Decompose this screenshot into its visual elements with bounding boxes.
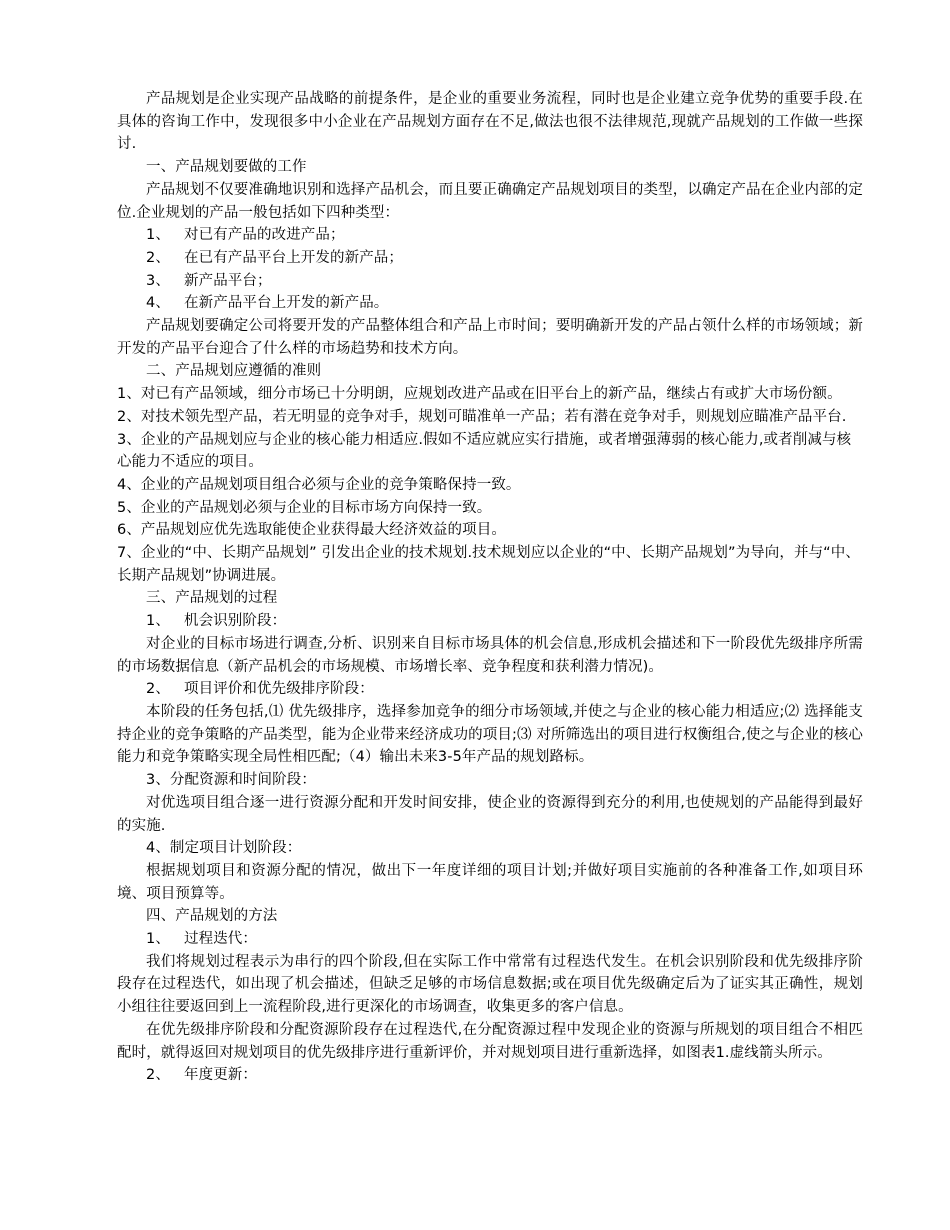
list-item [117,928,863,951]
list-text: 在新产品平台上开发的新产品。 [184,295,389,312]
body-paragraph: 产品规划不仅要准确地识别和选择产品机会，而且要正确确定产品规划项目的类型，以确定产品在企业内部的定位.企业规划的产品一般包括如下四种类型： [117,181,863,221]
list-item [117,247,863,270]
list-text: 过程迭代： [184,931,257,948]
list-item [117,610,863,633]
list-text: 机会识别阶段： [184,613,287,630]
body-paragraph: 4、制定项目计划阶段： [146,840,302,857]
body-paragraph: 本阶段的任务包括,⑴ 优先级排序，选择参加竞争的细分市场领域,并使之与企业的核心能力相适应;⑵ 选择能支持企业的竞争策略的产品类型，能为企业带来经济成功的项目;⑶ 对所筛选出的项目进行权衡组合,使之与企业的核心能力和竞争策略实现全局性相匹配;（4）输出未来3-5年产品的规划路标。 [117,703,863,766]
list-item [117,678,863,701]
rule-paragraph: 5、企业的产品规划必须与企业的目标市场方向保持一致。 [117,499,492,516]
body-paragraph: 在优先级排序阶段和分配资源阶段存在过程迭代,在分配资源过程中发现企业的资源与所规划的项目组合不相匹配时，就得返回对规划项目的优先级排序进行重新评价，并对规划项目进行重新选择，如图表1.虚线箭头所示。 [117,1021,863,1061]
list-number: 2、 [146,681,170,698]
list-number: 1、 [146,227,170,244]
list-text: 对已有产品的改进产品； [184,227,345,244]
list-item [117,224,863,247]
list-text: 在已有产品平台上开发的新产品； [184,249,403,266]
list-number: 2、 [146,249,170,266]
body-paragraph: 二、产品规划应遵循的准则 [146,363,322,380]
list-item [117,1064,863,1087]
list-number: 4、 [146,295,170,312]
list-number: 1、 [146,613,170,630]
document-body [117,88,863,1087]
body-paragraph: 对优选项目组合逐一进行资源分配和开发时间安排，使企业的资源得到充分的利用,也使规划的产品能得到最好的实施. [117,794,863,834]
list-number: 1、 [146,931,170,948]
list-item [117,270,863,293]
list-item [117,292,863,315]
rule-paragraph: 6、产品规划应优先选取能使企业获得最大经济效益的项目。 [117,522,506,539]
list-number: 2、 [146,1067,170,1084]
body-paragraph: 一、产品规划要做的工作 [146,159,307,176]
body-paragraph: 产品规划是企业实现产品战略的前提条件，是企业的重要业务流程，同时也是企业建立竞争优势的重要手段.在具体的咨询工作中，发现很多中小企业在产品规划方面存在不足,做法也很不法律规范,现就产品规划的工作做一些探讨. [117,91,863,153]
list-text: 年度更新： [184,1067,257,1084]
rule-paragraph: 1、对已有产品领域，细分市场已十分明朗，应规划改进产品或在旧平台上的新产品，继续占有或扩大市场份额。 [117,386,842,403]
body-paragraph: 四、产品规划的方法 [146,908,278,925]
rule-paragraph: 2、对技术领先型产品，若无明显的竞争对手，规划可瞄准单一产品；若有潜在竞争对手，则规划应瞄准产品平台. [117,408,847,425]
body-paragraph: 根据规划项目和资源分配的情况，做出下一年度详细的项目计划;并做好项目实施前的各种准备工作,如项目环境、项目预算等。 [117,862,863,902]
body-paragraph: 对企业的目标市场进行调查,分析、识别来自目标市场具体的机会信息,形成机会描述和下一阶段优先级排序所需的市场数据信息（新产品机会的市场规模、市场增长率、竞争程度和获利潜力情况)。 [117,635,863,675]
body-paragraph: 产品规划要确定公司将要开发的产品整体组合和产品上市时间；要明确新开发的产品占领什么样的市场领域；新开发的产品平台迎合了什么样的市场趋势和技术方向。 [117,318,863,357]
rule-paragraph: 7、企业的“中、长期产品规划” 引发出企业的技术规划.技术规划应以企业的“中、长期产品规划”为导向，并与“中、长期产品规划”协调进展。 [117,545,860,584]
body-paragraph: 3、分配资源和时间阶段： [146,772,316,789]
list-number: 3、 [146,272,170,289]
list-text: 新产品平台； [184,272,272,289]
rule-paragraph: 4、企业的产品规划项目组合必须与企业的竞争策略保持一致。 [117,476,521,493]
rule-paragraph: 3、企业的产品规划应与企业的核心能力相适应.假如不适应就应实行措施，或者增强薄弱的核心能力,或者削减与核心能力不适应的项目。 [117,431,852,471]
body-paragraph: 我们将规划过程表示为串行的四个阶段,但在实际工作中常常有过程迭代发生。在机会识别阶段和优先级排序阶段存在过程迭代，如出现了机会描述，但缺乏足够的市场信息数据;或在项目优先级确定后为了证实其正确性，规划小组往往要返回到上一流程阶段,进行更深化的市场调查，收集更多的客户信息。 [117,953,863,1016]
list-text: 项目评价和优先级排序阶段： [184,681,374,698]
body-paragraph: 三、产品规划的过程 [146,590,278,607]
